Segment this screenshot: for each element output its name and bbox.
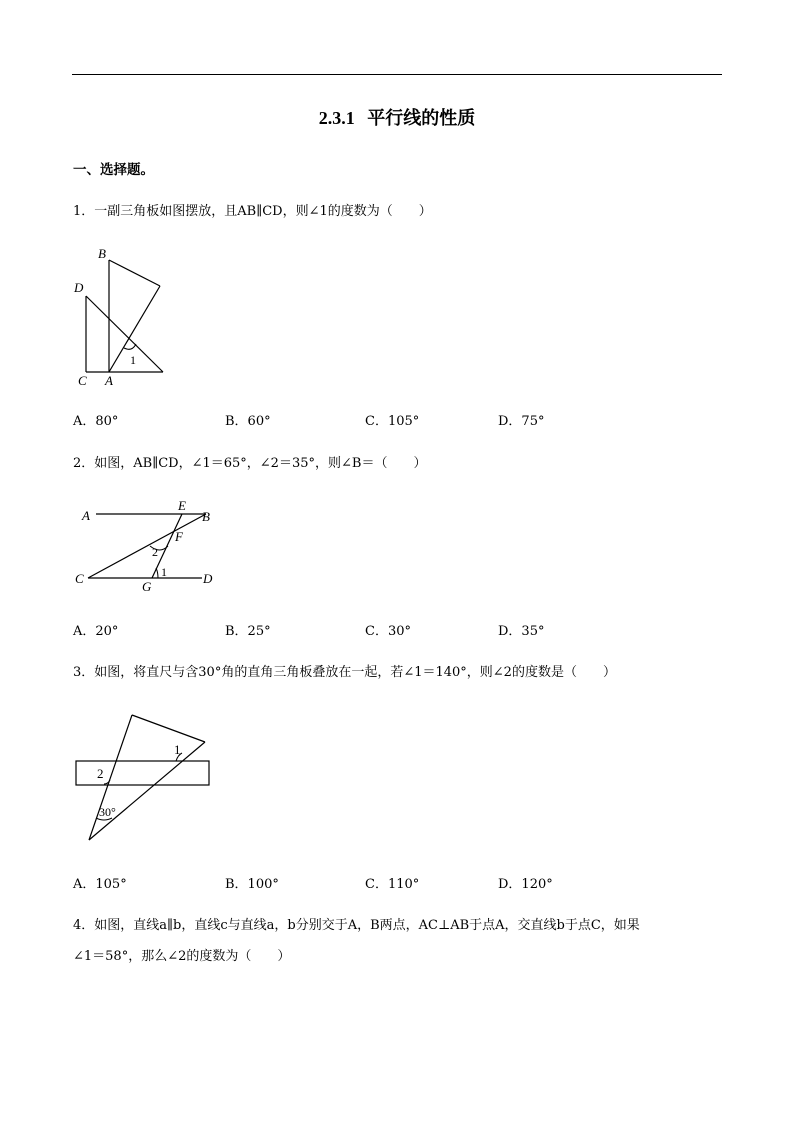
- question-2-figure: [72, 494, 232, 598]
- title-text: 平行线的性质: [367, 108, 476, 129]
- title-number: 2.3.1: [318, 108, 355, 128]
- fig2-label-A: A: [82, 508, 90, 523]
- question-2-options: [73, 620, 633, 640]
- q3-option-b[interactable]: B．100°: [225, 877, 279, 892]
- question-3-text: 3．如图，将直尺与含30°角的直角三角板叠放在一起，若∠1＝140°，则∠2的度数是（ ）: [73, 665, 616, 680]
- fig1-label-B: B: [98, 246, 106, 261]
- section-heading: 一、选择题。: [73, 162, 154, 178]
- question-1-figure: [72, 238, 172, 390]
- fig1-label-A: A: [105, 373, 113, 388]
- fig1-angle-1: 1: [130, 353, 136, 367]
- q1-option-b[interactable]: B．60°: [225, 414, 271, 429]
- question-3-figure: [72, 708, 217, 848]
- question-4-text: [73, 910, 725, 972]
- q2-option-a[interactable]: A．20°: [73, 624, 119, 639]
- fig2-label-G: G: [142, 579, 152, 594]
- question-2-text: 2．如图，AB∥CD，∠1＝65°，∠2＝35°，则∠B＝（ ）: [73, 456, 427, 471]
- fig2-label-E: E: [178, 498, 186, 513]
- fig1-label-D: D: [74, 280, 84, 295]
- fig3-angle-30: 30°: [99, 805, 116, 819]
- q3-option-a[interactable]: A．105°: [73, 877, 127, 892]
- question-3-options: [73, 873, 633, 893]
- q2-option-c[interactable]: C．30°: [365, 624, 411, 639]
- q2-option-b[interactable]: B．25°: [225, 624, 271, 639]
- fig3-angle-1: 1: [174, 742, 181, 757]
- fig2-angle-1: 1: [161, 565, 167, 579]
- fig2-label-F: F: [175, 529, 183, 544]
- header-rule: [72, 74, 722, 75]
- fig2-label-D: D: [203, 571, 213, 586]
- question-4-line-2: ∠1＝58°，那么∠2的度数为（ ）: [73, 949, 291, 964]
- fig2-label-B: B: [202, 509, 210, 524]
- fig2-angle-2: 2: [152, 545, 158, 559]
- question-4-line-1: 4．如图，直线a∥b，直线c与直线a，b分别交于A，B两点，AC⊥AB于点A，交直线b于点C，如果: [73, 918, 640, 933]
- fig1-label-C: C: [78, 373, 87, 388]
- q3-option-d[interactable]: D．120°: [498, 877, 553, 892]
- fig3-angle-2: 2: [97, 766, 104, 781]
- fig2-label-C: C: [75, 571, 84, 586]
- q1-option-c[interactable]: C．105°: [365, 414, 420, 429]
- page-title: [0, 104, 794, 130]
- question-1-options: [73, 410, 633, 430]
- q1-option-d[interactable]: D．75°: [498, 414, 545, 429]
- question-1-text: 1．一副三角板如图摆放，且AB∥CD，则∠1的度数为（ ）: [73, 204, 432, 219]
- q2-option-d[interactable]: D．35°: [498, 624, 545, 639]
- q1-option-a[interactable]: A．80°: [73, 414, 119, 429]
- q3-option-c[interactable]: C．110°: [365, 877, 420, 892]
